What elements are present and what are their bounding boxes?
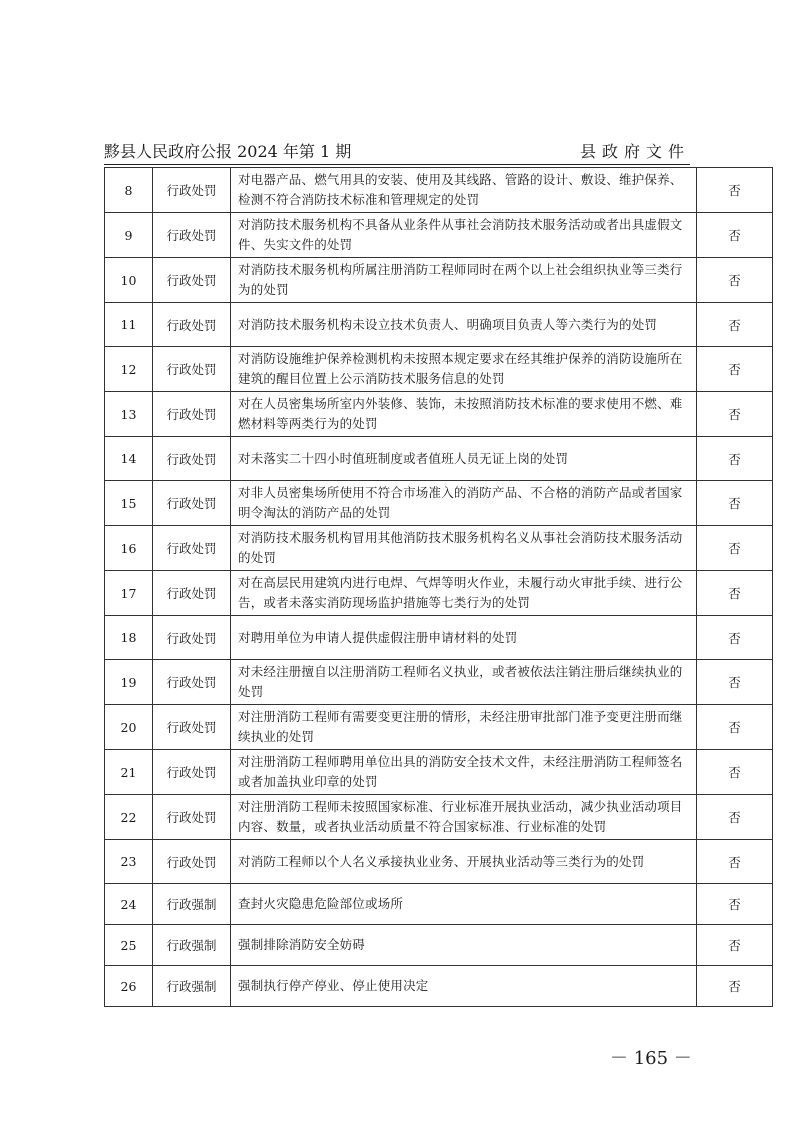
row-flag: 否 [697,571,773,616]
row-item: 对在高层民用建筑内进行电焊、气焊等明火作业，未履行动火审批手续、进行公告，或者未落实消防现场监护措施等七类行为的处罚 [231,571,697,616]
row-number: 21 [105,750,153,795]
table-row [105,526,773,571]
row-number: 20 [105,705,153,750]
row-type: 行政处罚 [153,481,231,526]
row-item: 对未落实二十四小时值班制度或者值班人员无证上岗的处罚 [231,437,697,481]
row-type: 行政处罚 [153,258,231,303]
row-number: 19 [105,660,153,705]
row-flag: 否 [697,258,773,303]
row-item: 对非人员密集场所使用不符合市场准入的消防产品、不合格的消防产品或者国家明令淘汰的消防产品的处罚 [231,481,697,526]
row-item: 对未经注册擅自以注册消防工程师名义执业，或者被依法注销注册后继续执业的处罚 [231,660,697,705]
row-number: 9 [105,213,153,258]
table-row [105,481,773,526]
row-type: 行政处罚 [153,303,231,347]
row-number: 24 [105,884,153,925]
row-flag: 否 [697,884,773,925]
row-flag: 否 [697,168,773,213]
table-row [105,347,773,392]
row-number: 15 [105,481,153,526]
row-number: 16 [105,526,153,571]
row-type: 行政处罚 [153,347,231,392]
row-type: 行政强制 [153,925,231,966]
bulletin-title: 黟县人民政府公报 2024 年第 1 期 [104,142,352,161]
row-number: 26 [105,966,153,1007]
row-flag: 否 [697,347,773,392]
row-type: 行政处罚 [153,392,231,437]
row-flag: 否 [697,303,773,347]
page-header [104,141,690,163]
row-type: 行政处罚 [153,750,231,795]
row-item: 对消防技术服务机构不具备从业条件从事社会消防技术服务活动或者出具虚假文件、失实文件的处罚 [231,213,697,258]
row-type: 行政处罚 [153,840,231,884]
table-row [105,571,773,616]
row-number: 12 [105,347,153,392]
table-row [105,925,773,966]
table-row [105,966,773,1007]
row-flag: 否 [697,925,773,966]
row-type: 行政处罚 [153,616,231,660]
row-item: 对聘用单位为申请人提供虚假注册申请材料的处罚 [231,616,697,660]
table-row [105,213,773,258]
row-item: 查封火灾隐患危险部位或场所 [231,884,697,925]
table-row [105,884,773,925]
table-row [105,795,773,840]
table-row [105,840,773,884]
section-title: 县政府文件 [579,142,690,161]
table-row [105,258,773,303]
row-type: 行政处罚 [153,168,231,213]
row-flag: 否 [697,705,773,750]
row-number: 17 [105,571,153,616]
row-type: 行政处罚 [153,571,231,616]
row-flag: 否 [697,750,773,795]
table-row [105,660,773,705]
row-flag: 否 [697,660,773,705]
row-type: 行政处罚 [153,213,231,258]
row-item: 对消防工程师以个人名义承接执业业务、开展执业活动等三类行为的处罚 [231,840,697,884]
page-number: － 165 － [610,1048,692,1069]
row-flag: 否 [697,966,773,1007]
row-flag: 否 [697,392,773,437]
row-item: 对消防技术服务机构所属注册消防工程师同时在两个以上社会组织执业等三类行为的处罚 [231,258,697,303]
row-item: 强制执行停产停业、停止使用决定 [231,966,697,1007]
row-type: 行政强制 [153,884,231,925]
row-number: 13 [105,392,153,437]
row-item: 对注册消防工程师有需要变更注册的情形，未经注册审批部门准予变更注册而继续执业的处罚 [231,705,697,750]
row-flag: 否 [697,437,773,481]
row-flag: 否 [697,795,773,840]
row-type: 行政处罚 [153,437,231,481]
row-flag: 否 [697,840,773,884]
items-table [104,167,773,1007]
row-number: 11 [105,303,153,347]
row-number: 23 [105,840,153,884]
row-number: 8 [105,168,153,213]
table-row [105,168,773,213]
row-item: 对注册消防工程师聘用单位出具的消防安全技术文件，未经注册消防工程师签名或者加盖执业印章的处罚 [231,750,697,795]
row-type: 行政处罚 [153,660,231,705]
row-number: 18 [105,616,153,660]
row-number: 10 [105,258,153,303]
table-row [105,750,773,795]
row-number: 14 [105,437,153,481]
row-item: 对消防技术服务机构冒用其他消防技术服务机构名义从事社会消防技术服务活动的处罚 [231,526,697,571]
row-flag: 否 [697,213,773,258]
row-type: 行政处罚 [153,705,231,750]
table-row [105,303,773,347]
row-item: 对电器产品、燃气用具的安装、使用及其线路、管路的设计、敷设、维护保养、检测不符合消防技术标准和管理规定的处罚 [231,168,697,213]
row-type: 行政处罚 [153,526,231,571]
header-rule [104,164,690,165]
row-flag: 否 [697,481,773,526]
row-item: 对在人员密集场所室内外装修、装饰，未按照消防技术标准的要求使用不燃、难燃材料等两类行为的处罚 [231,392,697,437]
row-flag: 否 [697,616,773,660]
table-row [105,437,773,481]
row-type: 行政强制 [153,966,231,1007]
row-item: 对注册消防工程师未按照国家标准、行业标准开展执业活动，减少执业活动项目内容、数量，或者执业活动质量不符合国家标准、行业标准的处罚 [231,795,697,840]
table-row [105,705,773,750]
row-type: 行政处罚 [153,795,231,840]
row-flag: 否 [697,526,773,571]
row-item: 强制排除消防安全妨碍 [231,925,697,966]
table-row [105,392,773,437]
row-number: 22 [105,795,153,840]
row-item: 对消防技术服务机构未设立技术负责人、明确项目负责人等六类行为的处罚 [231,303,697,347]
row-number: 25 [105,925,153,966]
table-row [105,616,773,660]
row-item: 对消防设施维护保养检测机构未按照本规定要求在经其维护保养的消防设施所在建筑的醒目位置上公示消防技术服务信息的处罚 [231,347,697,392]
